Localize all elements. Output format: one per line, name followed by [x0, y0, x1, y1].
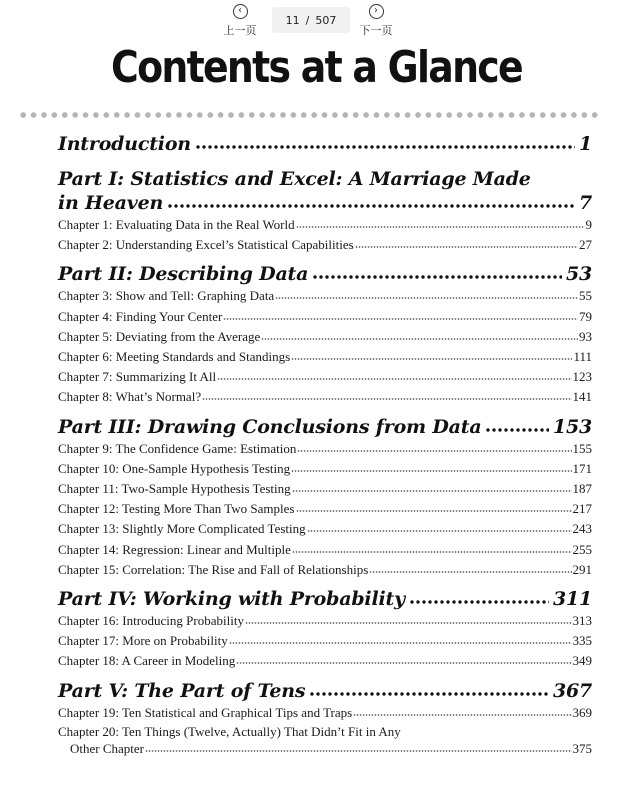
toc-chapter[interactable]	[58, 367, 592, 387]
toc-introduction[interactable]	[58, 132, 592, 156]
part-page: 53	[565, 263, 592, 286]
chapter-title: Chapter 18: A Career in Modeling	[58, 653, 236, 669]
part-page: 153	[552, 415, 592, 438]
chapter-title: Chapter 15: Correlation: The Rise and Fall of Relationships	[58, 561, 369, 577]
toc-chapter[interactable]	[58, 439, 592, 459]
chapter-page: 55	[579, 288, 592, 304]
part-page: 7	[578, 192, 592, 214]
dot-leader	[355, 237, 578, 249]
dot-leader	[291, 349, 572, 361]
chapter-page: 155	[572, 440, 592, 456]
toc-part-5[interactable]	[58, 679, 592, 703]
toc-chapter[interactable]	[58, 703, 592, 723]
dot-leader	[217, 369, 571, 381]
chapter-title: Chapter 2: Understanding Excel’s Statistical Capabilities	[58, 237, 354, 253]
part-title: Part III: Drawing Conclusions from Data	[58, 415, 482, 438]
chapter-title: Chapter 16: Introducing Probability	[58, 613, 244, 629]
chapter-title: Chapter 5: Deviating from the Average	[58, 328, 261, 344]
dot-leader	[312, 262, 562, 280]
next-page-button[interactable]	[354, 4, 398, 38]
toc-chapter[interactable]	[58, 327, 592, 347]
dot-leader	[409, 587, 549, 605]
toc-chapter[interactable]	[58, 479, 592, 499]
toc-chapter[interactable]	[58, 286, 592, 306]
dot-leader	[261, 329, 578, 341]
chapter-title-line1: Chapter 20: Ten Things (Twelve, Actually) That Didn’t Fit in Any	[58, 723, 401, 739]
next-page-label: 下一页	[359, 24, 393, 37]
toc-chapter[interactable]	[58, 347, 592, 367]
chapter-title: Chapter 17: More on Probability	[58, 633, 228, 649]
dot-leader	[167, 191, 575, 209]
toc-part-4[interactable]	[58, 587, 592, 611]
chapter-page: 243	[572, 521, 592, 537]
page-separator: /	[305, 13, 310, 27]
toc-chapter[interactable]	[58, 631, 592, 651]
part-page: 367	[552, 679, 592, 702]
chapter-title: Chapter 4: Finding Your Center	[58, 308, 223, 324]
prev-page-button[interactable]	[218, 4, 262, 38]
chapter-title-line2: Other Chapter	[70, 740, 145, 756]
dot-leader	[275, 288, 578, 300]
part-title-line2: in Heaven	[58, 192, 164, 214]
toc-chapter[interactable]	[58, 307, 592, 327]
dot-leader	[229, 633, 572, 645]
prev-page-label: 上一页	[223, 24, 257, 37]
toc-chapter[interactable]	[58, 499, 592, 519]
dotted-divider	[18, 111, 598, 119]
chapter-title: Chapter 3: Show and Tell: Graphing Data	[58, 288, 275, 304]
chapter-page: 313	[572, 613, 592, 629]
chevron-left-icon: ‹	[233, 4, 248, 19]
chapter-page: 9	[585, 217, 592, 232]
chapter-title: Chapter 12: Testing More Than Two Samples	[58, 501, 295, 517]
chapter-title: Chapter 13: Slightly More Complicated Testing	[58, 521, 306, 537]
chapter-page: 171	[572, 460, 592, 476]
toc-chapter[interactable]	[58, 723, 592, 757]
chapter-title: Chapter 10: One-Sample Hypothesis Testing	[58, 460, 291, 476]
chapter-page: 335	[572, 633, 592, 649]
current-page-input[interactable]: 11	[285, 13, 300, 27]
chapter-page: 123	[572, 369, 592, 385]
chapter-page: 349	[572, 653, 592, 669]
dot-leader	[297, 441, 571, 453]
dot-leader	[292, 481, 572, 493]
chapter-page: 79	[579, 308, 592, 324]
dot-leader	[296, 501, 572, 513]
chapter-page: 111	[573, 349, 592, 365]
dot-leader	[369, 562, 571, 574]
part-title-line1: Part I: Statistics and Excel: A Marriage Made	[58, 168, 531, 190]
chevron-right-icon: ›	[369, 4, 384, 19]
toc-chapter[interactable]	[58, 611, 592, 631]
toc-chapter[interactable]	[58, 215, 592, 235]
chapter-page: 93	[579, 328, 592, 344]
table-of-contents	[58, 132, 592, 757]
dot-leader	[195, 132, 575, 150]
dot-leader	[291, 461, 571, 473]
toc-chapter[interactable]	[58, 459, 592, 479]
page-indicator[interactable]	[272, 7, 350, 33]
dot-leader	[485, 415, 548, 433]
chapter-title: Chapter 8: What’s Normal?	[58, 389, 202, 405]
chapter-page: 187	[572, 481, 592, 497]
toc-chapter[interactable]	[58, 235, 592, 255]
toc-chapter[interactable]	[58, 651, 592, 671]
part-title: Part V: The Part of Tens	[58, 679, 306, 702]
dot-leader	[202, 389, 571, 401]
page-title: Contents at a Glance	[111, 42, 522, 93]
chapter-page: 375	[572, 740, 592, 756]
chapter-page: 369	[572, 704, 592, 720]
toc-part-3[interactable]	[58, 415, 592, 439]
chapter-title: Chapter 1: Evaluating Data in the Real World	[58, 217, 295, 232]
chapter-title: Chapter 19: Ten Statistical and Graphical Tips and Traps	[58, 704, 353, 720]
chapter-page: 291	[572, 561, 592, 577]
dot-leader	[353, 705, 571, 717]
dot-leader	[236, 653, 571, 665]
chapter-page: 217	[572, 501, 592, 517]
chapter-page: 27	[579, 237, 592, 253]
chapter-page: 141	[572, 389, 592, 405]
chapter-title: Chapter 7: Summarizing It All	[58, 369, 217, 385]
dot-leader	[307, 521, 572, 533]
chapter-page: 255	[572, 541, 592, 557]
page-navigation	[0, 0, 633, 44]
part-title: Introduction	[58, 133, 191, 155]
chapter-title: Chapter 9: The Confidence Game: Estimation	[58, 440, 297, 456]
dot-leader	[309, 679, 549, 697]
toc-part-1[interactable]	[58, 168, 592, 215]
part-title: Part II: Describing Data	[58, 263, 309, 286]
total-pages: 507	[315, 13, 337, 27]
toc-chapter[interactable]	[58, 387, 592, 407]
chapter-title: Chapter 11: Two-Sample Hypothesis Testing	[58, 481, 291, 497]
toc-chapter[interactable]	[58, 540, 592, 560]
dot-leader	[296, 217, 585, 229]
dot-leader	[223, 309, 578, 321]
dot-leader	[145, 741, 571, 753]
dot-leader	[245, 613, 572, 625]
chapter-title: Chapter 14: Regression: Linear and Multiple	[58, 541, 291, 557]
dot-leader	[292, 542, 572, 554]
part-page: 1	[578, 133, 592, 155]
part-page: 311	[552, 588, 592, 611]
toc-part-2[interactable]	[58, 262, 592, 286]
chapter-title: Chapter 6: Meeting Standards and Standings	[58, 349, 291, 365]
toc-chapter[interactable]	[58, 560, 592, 580]
toc-chapter[interactable]	[58, 519, 592, 539]
part-title: Part IV: Working with Probability	[58, 588, 405, 611]
